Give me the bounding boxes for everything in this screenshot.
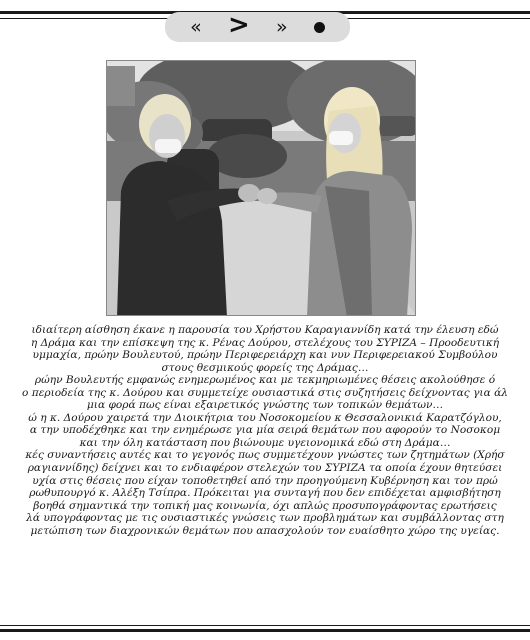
article-line: στους θεσμικούς φορείς της Δράμας… bbox=[161, 361, 369, 374]
article-line: α την υποδέχθηκε και την ενημέρωσε για μία σειρά θεμάτων που αφορούν το Νοσοκομ bbox=[29, 424, 501, 437]
article-line: ιδιαίτερη αίσθηση έκανε η παρουσία του Χρήστου Καραγιαννίδη κατά την έλευση εδώ bbox=[31, 324, 499, 336]
article-line: κές συναντήσεις αυτές και το γεγονός πως συμμετέχουν γνώστες των ζητημάτων (Χρήσ bbox=[25, 449, 505, 462]
bottom-rule bbox=[0, 625, 530, 632]
next-slide-button[interactable]: > bbox=[227, 10, 250, 40]
stop-dot-icon[interactable] bbox=[314, 22, 325, 33]
first-slide-button[interactable]: « bbox=[190, 15, 202, 38]
article-line: μετώπιση των διαχρονικών θεμάτων που απασχολούν τον ευαίσθητο χώρο της υγείας. bbox=[30, 524, 500, 537]
article-line: μια φορά πως είναι εξαιρετικός γνώστης των τοπικών θεμάτων… bbox=[86, 399, 444, 412]
article-line: υχία στις θέσεις που είχαν τοποθετηθεί από την προηγούμενη Κυβέρνηση και τον πρώ bbox=[32, 474, 498, 487]
article-line: ραγιαννίδης) δείχνει και το ενδιαφέρον στελεχών του ΣΥΡΙΖΑ τα οποία έχουν θητεύσει bbox=[27, 462, 503, 475]
slideshow-nav-bar bbox=[165, 12, 350, 42]
article-line: λά υπογράφοντας με τις ουσιαστικές γνώσεις των προβλημάτων και συμβάλλοντας στη bbox=[26, 512, 504, 525]
last-slide-button[interactable]: » bbox=[276, 15, 288, 38]
article-line: ρώην Βουλευτής εμφανώς ενημερωμένος και με τεκμηριωμένες θέσεις ακολούθησε ό bbox=[34, 374, 496, 387]
article-line: υμμαχία, πρώην Βουλευτού, πρώην Περιφερειάρχη και νυν Περιφερειακού Συμβούλου bbox=[32, 349, 498, 362]
article-photo bbox=[106, 60, 416, 316]
article-line: και την όλη κατάσταση που βιώνουμε υγειονομικά εδώ στη Δράμα… bbox=[79, 436, 451, 449]
article-line: ρωθυπουργό κ. Αλέξη Τσίπρα. Πρόκειται για συνταγή που δεν επιδέχεται αμφισβήτηση bbox=[29, 487, 501, 500]
article-line: βοηθά σημαντικά την τοπική μας κοινωνία, όχι απλώς προσυπογράφοντας ερωτήσεις bbox=[33, 499, 497, 512]
article-line: η Δράμα και την επίσκεψη της κ. Ρένας Δούρου, στελέχους του ΣΥΡΙΖΑ – Προοδευτική bbox=[30, 336, 500, 349]
article-line: ο περιοδεία της κ. Δούρου και συμμετείχε ουσιαστικά στις συζητήσεις δείχνοντας για άλ bbox=[22, 386, 508, 399]
article-text bbox=[0, 324, 530, 537]
article-line: ώ η κ. Δούρου χαιρετά την Διοικήτρια του Νοσοκομείου κ Θεσσαλονικιά Καρατζόγλου, bbox=[28, 411, 502, 424]
